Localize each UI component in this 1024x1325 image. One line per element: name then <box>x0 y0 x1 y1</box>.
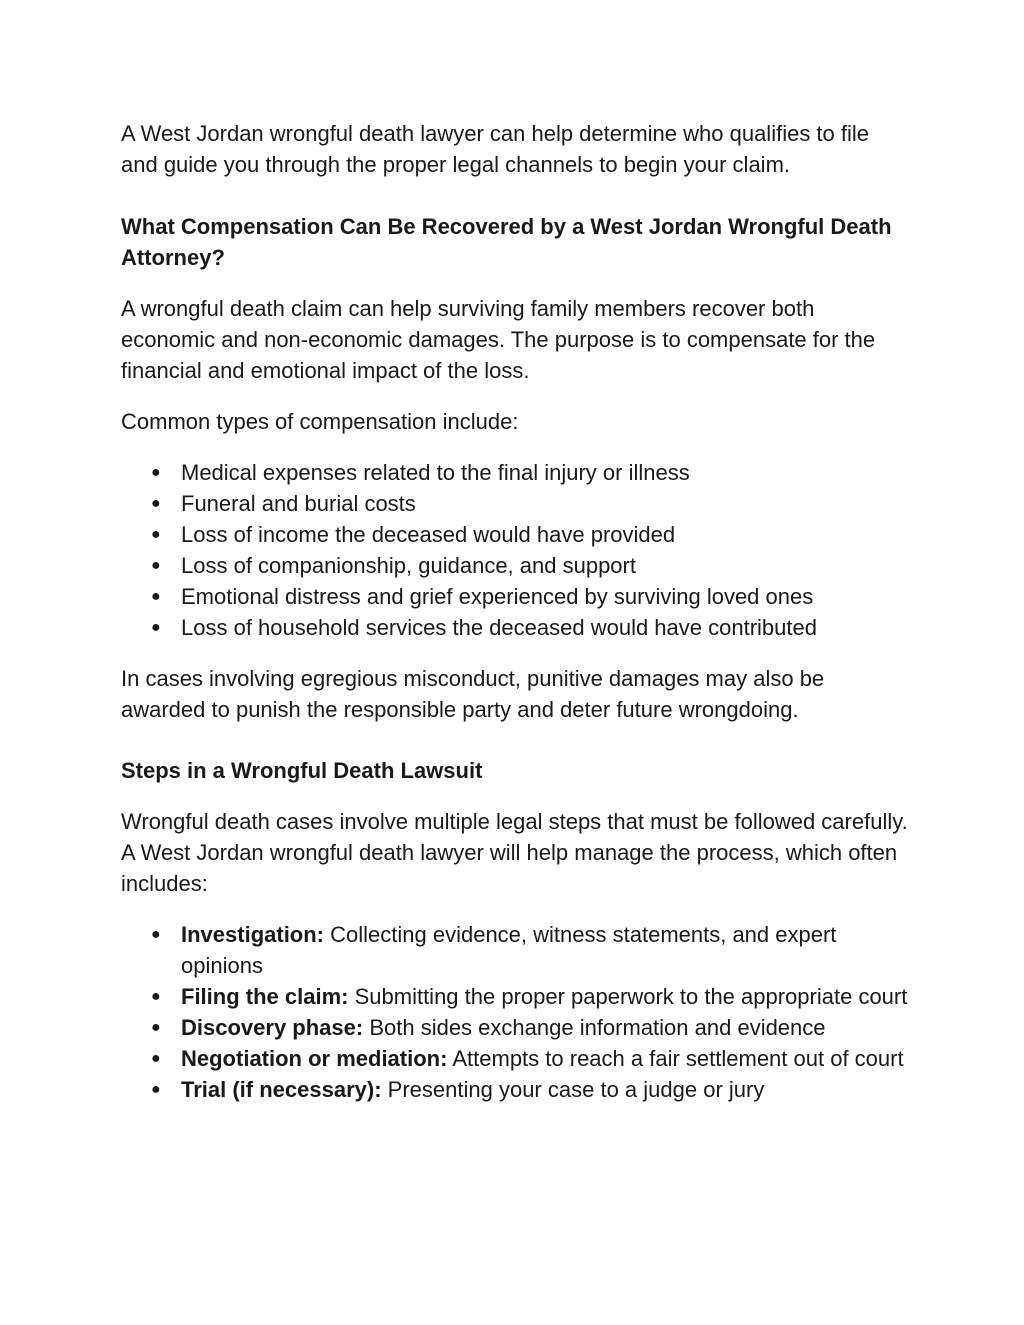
step-term: Discovery phase: <box>181 1015 364 1040</box>
list-item-text: Loss of income the deceased would have provided <box>181 522 676 547</box>
punitive-damages-paragraph: In cases involving egregious misconduct, punitive damages may also be awarded to punish the responsible party and deter future wrongdoing. <box>121 666 825 722</box>
bullet-icon: ● <box>151 588 161 605</box>
step-term: Filing the claim: <box>181 984 349 1009</box>
bullet-icon: ● <box>151 619 161 636</box>
bullet-icon: ● <box>151 464 161 481</box>
bullet-icon: ● <box>151 988 161 1005</box>
steps-heading: Steps in a Wrongful Death Lawsuit <box>121 758 483 783</box>
bullet-icon: ● <box>151 1081 161 1098</box>
step-description: Submitting the proper paperwork to the appropriate court <box>354 984 908 1009</box>
compensation-heading: What Compensation Can Be Recovered by a West Jordan Wrongful Death Attorney? <box>121 214 892 270</box>
step-description: Collecting evidence, witness statements, and expert opinions <box>181 922 837 978</box>
list-item <box>121 919 911 981</box>
compensation-paragraph: A wrongful death claim can help surviving family members recover both economic and non-economic damages. The purpose is to compensate for the financial and emotional impact of the loss. <box>121 296 876 383</box>
list-item <box>121 1012 911 1043</box>
step-term: Investigation: <box>181 922 325 947</box>
list-item <box>121 550 911 581</box>
list-item <box>121 981 911 1012</box>
list-item <box>121 457 911 488</box>
bullet-icon: ● <box>151 495 161 512</box>
list-item-text: Loss of companionship, guidance, and support <box>181 553 636 578</box>
bullet-icon: ● <box>151 557 161 574</box>
list-item <box>121 519 911 550</box>
step-description: Attempts to reach a fair settlement out of court <box>452 1046 904 1071</box>
list-item-text: Loss of household services the deceased would have contributed <box>181 615 817 640</box>
step-term: Negotiation or mediation: <box>181 1046 448 1071</box>
bullet-icon: ● <box>151 926 161 943</box>
document-page <box>121 118 911 1105</box>
compensation-list <box>121 457 911 643</box>
list-item-text: Medical expenses related to the final injury or illness <box>181 460 690 485</box>
bullet-icon: ● <box>151 1050 161 1067</box>
list-item <box>121 1043 911 1074</box>
list-item <box>121 612 911 643</box>
list-item <box>121 1074 911 1105</box>
bullet-icon: ● <box>151 1019 161 1036</box>
steps-list <box>121 919 911 1105</box>
list-item <box>121 581 911 612</box>
list-item <box>121 488 911 519</box>
bullet-icon: ● <box>151 526 161 543</box>
list-item-text: Emotional distress and grief experienced by surviving loved ones <box>181 584 814 609</box>
step-description: Presenting your case to a judge or jury <box>387 1077 765 1102</box>
step-term: Trial (if necessary): <box>181 1077 382 1102</box>
intro-paragraph: A West Jordan wrongful death lawyer can help determine who qualifies to file and guide you through the proper legal channels to begin your claim. <box>121 121 870 177</box>
list-item-text: Funeral and burial costs <box>181 491 416 516</box>
compensation-list-intro: Common types of compensation include: <box>121 409 519 434</box>
steps-paragraph: Wrongful death cases involve multiple legal steps that must be followed carefully. A West Jordan wrongful death lawyer will help manage the process, which often includes: <box>121 809 908 896</box>
step-description: Both sides exchange information and evidence <box>369 1015 826 1040</box>
